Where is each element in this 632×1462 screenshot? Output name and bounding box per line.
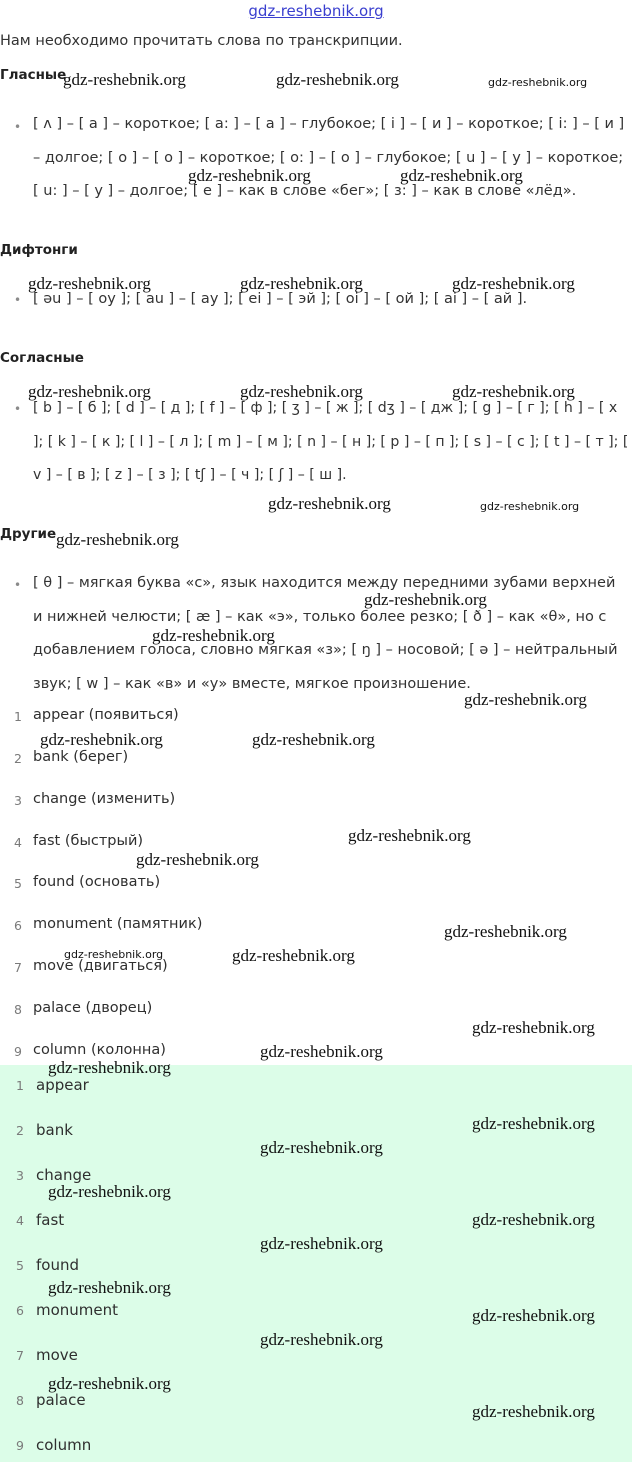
watermark: gdz-reshebnik.org [480,500,580,513]
list-number: 8 [14,1002,22,1017]
consonants-text: [ b ] – [ б ]; [ d ] – [ д ]; [ f ] – [ ф ]; [ ʒ ] – [ ж ]; [ dʒ ] – [ дж ]; [ g ] – [ г ]; [ h ] – [ х ]; [ k ] – [ к ]; [ l ] – [ л ]; [ m ] – [ м ]; [ n ] – [ н ]; [ p ] – [ п ]; [ s ] – [ с ]; [ t ] – [ т ]; [ v ] – [ в ]; [ z ] – [ з ]; [ tʃ ] – [ ч ]; [ ʃ ] – [ ш ]. [33,400,629,483]
watermark: gdz-reshebnik.org [364,590,487,609]
answer-line-number: 8 [16,1393,24,1408]
watermark: gdz-reshebnik.org [252,730,375,749]
vowels-heading: Гласные [0,67,67,83]
list-item: change (изменить) [33,791,176,807]
bullet-icon: • [14,120,22,134]
watermark: gdz-reshebnik.org [188,166,311,185]
watermark: gdz-reshebnik.org [472,1402,595,1421]
diphthongs-text: [ əu ] – [ оу ]; [ au ] – [ ау ]; [ ei ] – [ эй ]; [ oi ] – [ ой ]; [ ai ] – [ ай ]. [33,291,528,307]
watermark: gdz-reshebnik.org [56,530,179,549]
others-text: [ θ ] – мягкая буква «с», язык находится между передними зубами верхней и нижней челюсти; [ æ ] – как «э», только более резко; [ ð ] – как «θ», но с добавлением голоса, словно мягкая «з»; [ ŋ ] – носовой; [ ə ] – нейтральный звук; [ w ] – как «в» и «у» вместе, мягкое произношение. [33,575,618,692]
bullet-icon: • [14,293,22,307]
list-number: 7 [14,960,22,975]
consonants-heading: Согласные [0,350,84,366]
watermark: gdz-reshebnik.org [260,1234,383,1253]
watermark: gdz-reshebnik.org [452,274,575,293]
watermark: gdz-reshebnik.org [260,1330,383,1349]
answer-line: palace [36,1391,86,1409]
intro-text: Нам необходимо прочитать слова по транскрипции. [0,33,403,49]
watermark: gdz-reshebnik.org [400,166,523,185]
others-heading: Другие [0,526,57,542]
watermark: gdz-reshebnik.org [28,382,151,401]
answer-line: fast [36,1211,65,1229]
list-item: bank (берег) [33,749,129,765]
list-item: move (двигаться) [33,958,168,974]
list-item: found (основать) [33,874,161,890]
watermark: gdz-reshebnik.org [63,70,186,89]
watermark: gdz-reshebnik.org [64,948,164,961]
list-number: 9 [14,1044,22,1059]
answer-line-number: 9 [16,1438,24,1453]
watermark: gdz-reshebnik.org [472,1114,595,1133]
watermark: gdz-reshebnik.org [48,1278,171,1297]
list-number: 5 [14,876,22,891]
watermark: gdz-reshebnik.org [48,1182,171,1201]
answer-line: column [36,1436,92,1454]
watermark: gdz-reshebnik.org [152,626,275,645]
watermark: gdz-reshebnik.org [444,922,567,941]
watermark: gdz-reshebnik.org [472,1210,595,1229]
answer-line: monument [36,1301,119,1319]
watermark: gdz-reshebnik.org [28,274,151,293]
watermark: gdz-reshebnik.org [260,1042,383,1061]
watermark: gdz-reshebnik.org [464,690,587,709]
answer-line: change [36,1166,92,1184]
list-number: 1 [14,709,22,724]
watermark: gdz-reshebnik.org [348,826,471,845]
site-link[interactable]: gdz-reshebnik.org [248,2,384,20]
answer-line-number: 3 [16,1168,24,1183]
list-item: palace (дворец) [33,1000,153,1016]
watermark: gdz-reshebnik.org [240,382,363,401]
bullet-icon: • [14,578,22,592]
watermark: gdz-reshebnik.org [232,946,355,965]
list-number: 2 [14,751,22,766]
watermark: gdz-reshebnik.org [276,70,399,89]
answer-line-number: 5 [16,1258,24,1273]
list-number: 6 [14,918,22,933]
watermark: gdz-reshebnik.org [452,382,575,401]
diphthongs-heading: Дифтонги [0,242,78,258]
list-item: column (колонна) [33,1042,166,1058]
list-number: 4 [14,835,22,850]
answer-line-number: 7 [16,1348,24,1363]
watermark: gdz-reshebnik.org [488,76,588,89]
watermark: gdz-reshebnik.org [40,730,163,749]
vowels-text: [ ʌ ] – [ а ] – короткое; [ a: ] – [ а ] – глубокое; [ i ] – [ и ] – короткое; [ i: ] – [ и ] – долгое; [ o ] – [ о ] – короткое; [ o: ] – [ о ] – глубокое; [ u ] – [ у ] – короткое; [ u: ] – [ у ] – долгое; [ e ] – как в слове «бег»; [ з: ] – как в слове «лёд». [33,116,625,199]
answer-line: bank [36,1121,73,1139]
watermark: gdz-reshebnik.org [268,494,391,513]
watermark: gdz-reshebnik.org [48,1374,171,1393]
bullet-icon: • [14,402,22,416]
list-item: monument (памятник) [33,916,203,932]
answer-line: found [36,1256,79,1274]
answer-line-number: 6 [16,1303,24,1318]
answer-line: appear [36,1076,89,1094]
watermark: gdz-reshebnik.org [472,1018,595,1037]
watermark: gdz-reshebnik.org [48,1058,171,1077]
answer-line-number: 2 [16,1123,24,1138]
answer-line-number: 4 [16,1213,24,1228]
list-number: 3 [14,793,22,808]
watermark: gdz-reshebnik.org [260,1138,383,1157]
answer-line-number: 1 [16,1078,24,1093]
answer-line: move [36,1346,78,1364]
list-item: appear (появиться) [33,707,179,723]
watermark: gdz-reshebnik.org [472,1306,595,1325]
list-item: fast (быстрый) [33,833,144,849]
watermark: gdz-reshebnik.org [136,850,259,869]
watermark: gdz-reshebnik.org [240,274,363,293]
